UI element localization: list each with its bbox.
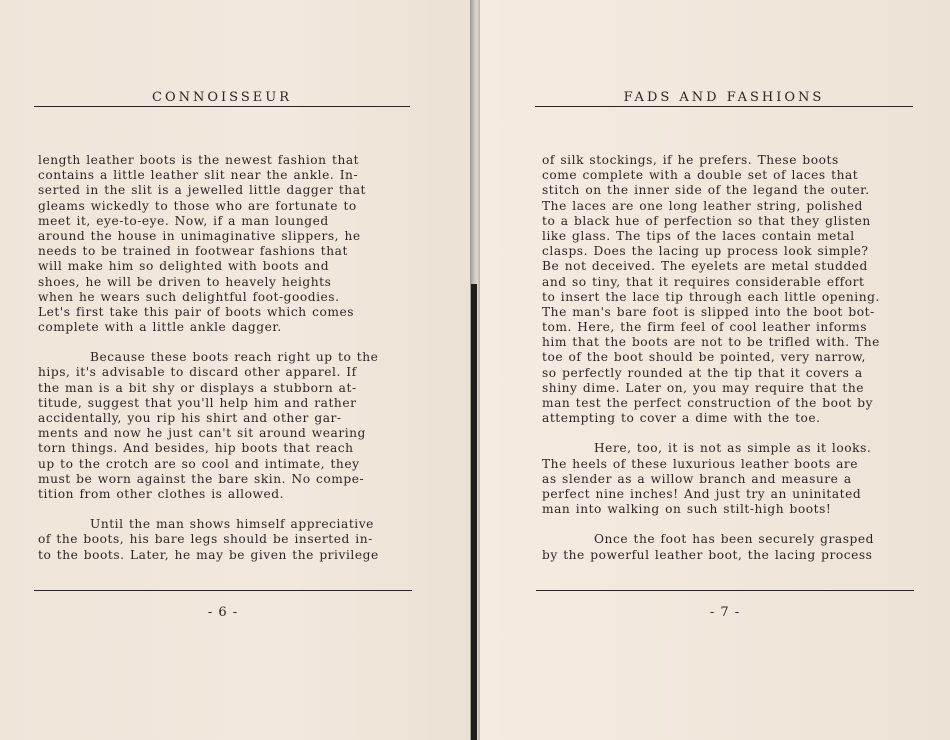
footer-rule-left: [34, 590, 412, 591]
text-line: contains a little leather slit near the ankle. In-: [38, 168, 359, 183]
text-line: clasps. Does the lacing up process look simple?: [542, 244, 869, 259]
text-line: of the boots, his bare legs should be inserted in-: [38, 532, 373, 547]
text-line: length leather boots is the newest fashion that: [38, 153, 360, 167]
text-line: around the house in unimaginative slippers, he: [38, 228, 361, 243]
text-line: to the boots. Later, he may be given the privilege: [38, 547, 379, 562]
running-head-left: CONNOISSEUR: [152, 90, 292, 105]
page-number-right: - 7 -: [709, 605, 741, 620]
text-line: by the powerful leather boot, the lacing process: [542, 547, 873, 562]
text-line: shoes, he will be driven to heavely heights: [38, 274, 332, 289]
text-line: man into walking on such stilt-high boots!: [542, 502, 832, 517]
text-line: come complete with a double set of laces that: [542, 168, 859, 183]
paragraph: [542, 153, 880, 426]
footer-rule-right: [536, 590, 914, 591]
paragraph: [38, 153, 379, 335]
text-line: accidentally, you rip his shirt and other gar-: [38, 411, 342, 425]
text-line: ments and now he just can't sit around wearing: [38, 426, 366, 441]
text-line: man test the perfect construction of the boot by: [542, 396, 874, 410]
text-line: meet it, eye-to-eye. Now, if a man lounged: [38, 213, 329, 228]
text-line: Once the foot has been securely grasped: [594, 532, 874, 547]
text-line: up to the crotch are so cool and intimate, they: [38, 456, 360, 471]
header-rule-right: [535, 106, 913, 107]
text-line: Be not deceived. The eyelets are metal studded: [542, 259, 868, 274]
text-line: of silk stockings, if he prefers. These boots: [542, 153, 839, 167]
text-line: the man is a bit shy or displays a stubborn at-: [38, 380, 357, 395]
text-line: when he wears such delightful foot-goodies.: [38, 289, 340, 304]
text-line: gleams wickedly to those who are fortunate to: [38, 198, 357, 213]
text-line: to insert the lace tip through each little opening.: [542, 289, 880, 304]
text-line: as slender as a willow branch and measure a: [542, 471, 852, 486]
text-line: hips, it's advisable to discard other apparel. If: [38, 365, 357, 380]
text-line: must be worn against the bare skin. No compe-: [38, 471, 365, 486]
text-line: Here, too, it is not as simple as it looks.: [594, 441, 872, 456]
paragraph: [542, 441, 880, 517]
text-line: tom. Here, the firm feel of cool leather informs: [542, 320, 868, 335]
text-line: The heels of these luxurious leather boots are: [542, 456, 859, 471]
text-line: will make him so delighted with boots and: [38, 259, 330, 274]
text-line: to a black hue of perfection so that they glisten: [542, 213, 871, 228]
text-line: The man's bare foot is slipped into the boot bot-: [542, 304, 875, 319]
text-line: torn things. And besides, hip boots that reach: [38, 441, 354, 456]
text-line: stitch on the inner side of the legand the outer.: [542, 183, 870, 198]
text-line: so perfectly rounded at the tip that it covers a: [542, 365, 863, 380]
page-number-left: - 6 -: [207, 605, 239, 620]
text-line: toe of the boot should be pointed, very narrow,: [542, 350, 866, 365]
text-line: Until the man shows himself appreciative: [90, 517, 374, 532]
spine-shadow: [471, 284, 477, 740]
paragraph: [38, 350, 379, 502]
text-line: needs to be trained in footwear fashions that: [38, 244, 348, 259]
running-head-right: FADS AND FASHIONS: [623, 90, 825, 105]
paragraph: [38, 517, 379, 563]
text-line: complete with a little ankle dagger.: [38, 320, 282, 335]
text-line: and so tiny, that it requires considerable effort: [542, 274, 865, 289]
text-line: tition from other clothes is allowed.: [38, 486, 284, 501]
paragraph: [542, 532, 880, 562]
left-page-body: [38, 153, 379, 563]
text-line: perfect nine inches! And just try an uninitated: [542, 486, 862, 501]
header-rule-left: [34, 106, 410, 107]
text-line: him that the boots are not to be trifled with. The: [542, 335, 880, 350]
text-line: serted in the slit is a jewelled little dagger that: [38, 183, 366, 198]
text-line: Let's first take this pair of boots which comes: [38, 304, 355, 319]
text-line: titude, suggest that you'll help him and rather: [38, 395, 357, 410]
text-line: Because these boots reach right up to the: [90, 350, 379, 365]
text-line: The laces are one long leather string, polished: [542, 198, 863, 213]
text-line: shiny dime. Later on, you may require that the: [542, 380, 865, 395]
text-line: like glass. The tips of the laces contain metal: [542, 228, 855, 243]
text-line: attempting to cover a dime with the toe.: [542, 411, 821, 426]
right-page-body: [542, 153, 880, 563]
